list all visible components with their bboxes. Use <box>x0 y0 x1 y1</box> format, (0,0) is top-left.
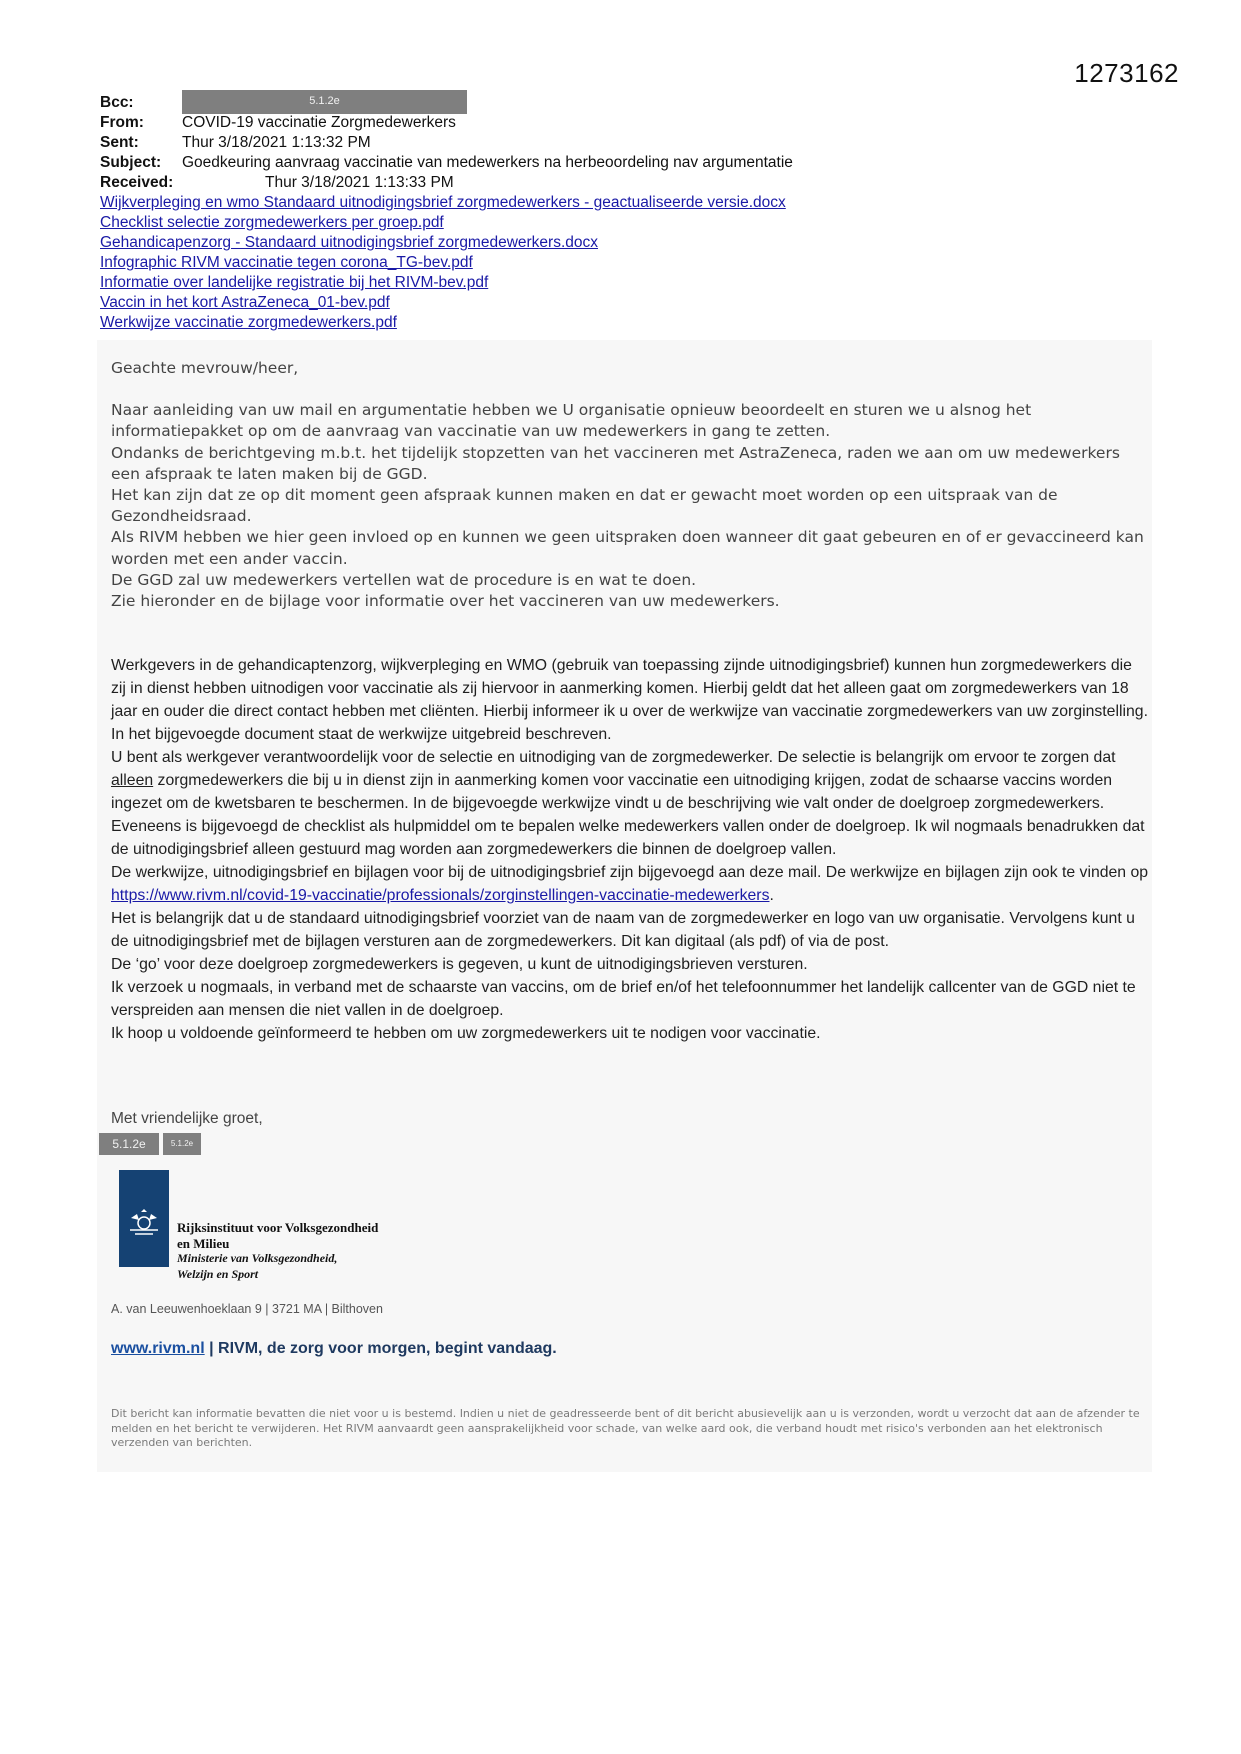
paragraph: De ‘go’ voor deze doelgroep zorgmedewerkers is gegeven, u kunt de uitnodigingsbrieven versturen. <box>111 956 808 973</box>
paragraph: Ik hoop u voldoende geïnformeerd te hebben om uw zorgmedewerkers uit te nodigen voor vaccinatie. <box>111 1025 821 1042</box>
coat-of-arms-icon <box>127 1208 161 1238</box>
received-value: Thur 3/18/2021 1:13:33 PM <box>265 174 454 191</box>
document-number: 1273162 <box>1074 58 1179 88</box>
text-span: . <box>769 887 774 904</box>
subject-value: Goedkeuring aanvraag vaccinatie van medewerkers na herbeoordeling nav argumentatie <box>182 154 793 171</box>
intro-paragraph: Als RIVM hebben we hier geen invloed op en kunnen we geen uitspraken doen wanneer dit gaat gebeuren en of er gevaccineerd kan worden met een ander vaccin. <box>111 528 1144 568</box>
website-slogan <box>111 1340 557 1358</box>
org-line: Rijksinstituut voor Volksgezondheid <box>177 1220 379 1235</box>
email-header <box>100 93 1160 333</box>
text-span: De werkwijze, uitnodigingsbrief en bijlagen voor bij de uitnodigingsbrief zijn bijgevoegd aan deze mail. De werkwijze en bijlagen zijn ook te vinden op <box>111 864 1149 881</box>
signature-redaction: 5.1.2e <box>163 1133 201 1155</box>
underlined-word: alleen <box>111 772 154 789</box>
message-main <box>111 654 1151 1045</box>
received-label: Received: <box>100 174 174 191</box>
sent-label: Sent: <box>100 134 139 151</box>
attachment-link[interactable]: Wijkverpleging en wmo Standaard uitnodigingsbrief zorgmedewerkers - geactualiseerde versie.docx <box>100 194 786 211</box>
subject-label: Subject: <box>100 154 162 171</box>
intro-paragraph: Ondanks de berichtgeving m.b.t. het tijdelijk stopzetten van het vaccineren met AstraZeneca, raden we aan om uw medewerkers een afspraak te laten maken bij de GGD. <box>111 443 1120 483</box>
signature-redaction: 5.1.2e <box>99 1133 159 1155</box>
website-link[interactable]: www.rivm.nl <box>111 1340 205 1357</box>
paragraph: Werkgevers in de gehandicaptenzorg, wijkverpleging en WMO (gebruik van toepassing zijnde uitnodigingsbrief) kunnen hun zorgmedewerkers die zij in dienst hebben uitnodigen voor vaccinatie als zij hiervoor in aanmerking komen. Hierbij geldt dat het alleen gaat om zorgmedewerkers van 18 jaar en ouder die direct contact hebben met cliënten. Hierbij informeer ik u over de werkwijze van vaccinatie zorgmedewerkers van uw zorginstelling. <box>111 657 1148 720</box>
from-label: From: <box>100 114 144 131</box>
closing: Met vriendelijke groet, <box>111 1110 263 1127</box>
attachment-link[interactable]: Infographic RIVM vaccinatie tegen corona_TG-bev.pdf <box>100 254 473 271</box>
received-row <box>100 173 1160 193</box>
paragraph: In het bijgevoegde document staat de werkwijze uitgebreid beschreven. <box>111 726 612 743</box>
subject-row <box>100 153 1160 173</box>
paragraph: Ik verzoek u nogmaals, in verband met de schaarste van vaccins, om de brief en/of het telefoonnummer het landelijk callcenter van de GGD niet te verspreiden aan mensen die niet vallen in de doelgroep. <box>111 979 1136 1019</box>
message-intro <box>111 358 1151 612</box>
paragraph <box>111 746 1151 861</box>
intro-paragraph: Zie hieronder en de bijlage voor informatie over het vaccineren van uw medewerkers. <box>111 592 780 611</box>
ministry-line: Welzijn en Sport <box>177 1266 259 1281</box>
sent-row <box>100 133 1160 153</box>
sent-value: Thur 3/18/2021 1:13:32 PM <box>182 134 371 151</box>
org-line: en Milieu <box>177 1235 230 1251</box>
attachment-link[interactable]: Vaccin in het kort AstraZeneca_01-bev.pdf <box>100 294 390 311</box>
rijksoverheid-logo <box>119 1170 169 1267</box>
bcc-redaction: 5.1.2e <box>182 90 467 114</box>
paragraph <box>111 861 1151 907</box>
bcc-row <box>100 93 1160 113</box>
greeting: Geachte mevrouw/heer, <box>111 359 299 377</box>
attachment-link[interactable]: Werkwijze vaccinatie zorgmedewerkers.pdf <box>100 314 397 331</box>
from-value: COVID-19 vaccinatie Zorgmedewerkers <box>182 114 456 131</box>
text-span: zorgmedewerkers die bij u in dienst zijn in aanmerking komen voor vaccinatie een uitnodiging krijgen, zodat de schaarse vaccins worden ingezet om de kwetsbaren te beschermen. In de bijgevoegde werkwijze vindt u de beschrijving wie valt onder de doelgroep zorgmedewerkers. Eveneens is bijgevoegd de checklist als hulpmiddel om te bepalen welke medewerkers vallen onder de doelgroep. Ik wil nogmaals benadrukken dat de uitnodigingsbrief alleen gestuurd mag worden aan zorgmedewerkers die binnen de doelgroep vallen. <box>111 772 1145 858</box>
attachment-link[interactable]: Checklist selectie zorgmedewerkers per groep.pdf <box>100 214 444 231</box>
rivm-link[interactable]: https://www.rivm.nl/covid-19-vaccinatie/professionals/zorginstellingen-vaccinatie-medewerkers <box>111 887 770 904</box>
bcc-label: Bcc: <box>100 94 134 111</box>
attachment-link[interactable]: Gehandicapenzorg - Standaard uitnodigingsbrief zorgmedewerkers.docx <box>100 234 599 251</box>
disclaimer: Dit bericht kan informatie bevatten die niet voor u is bestemd. Indien u niet de geadresseerde bent of dit bericht abusievelijk aan u is verzonden, wordt u verzocht dat aan de afzender te melden en het bericht te verwijderen. Het RIVM aanvaardt geen aansprakelijkheid voor schade, van welke aard ook, die verband houdt met risico's verbonden aan het elektronisch verzenden van berichten. <box>111 1407 1140 1449</box>
address: A. van Leeuwenhoeklaan 9 | 3721 MA | Bilthoven <box>111 1302 383 1316</box>
organisation-name <box>177 1220 378 1282</box>
from-row <box>100 113 1160 133</box>
intro-paragraph: Het kan zijn dat ze op dit moment geen afspraak kunnen maken en dat er gewacht moet worden op een uitspraak van de Gezondheidsraad. <box>111 486 1058 526</box>
intro-paragraph: Naar aanleiding van uw mail en argumentatie hebben we U organisatie opnieuw beoordeelt en sturen we u alsnog het informatiepakket op om de aanvraag van vaccinatie van uw medewerkers in gang te zetten. <box>111 401 1032 441</box>
signature-redactions <box>99 1133 201 1155</box>
intro-paragraph: De GGD zal uw medewerkers vertellen wat de procedure is en wat te doen. <box>111 570 697 589</box>
attachment-link[interactable]: Informatie over landelijke registratie bij het RIVM-bev.pdf <box>100 274 489 291</box>
ministry-line: Ministerie van Volksgezondheid, <box>177 1251 338 1265</box>
text-span: U bent als werkgever verantwoordelijk voor de selectie en uitnodiging van de zorgmedewerker. De selectie is belangrijk om ervoor te zorgen dat <box>111 749 1116 766</box>
paragraph: Het is belangrijk dat u de standaard uitnodigingsbrief voorziet van de naam van de zorgmedewerker en logo van uw organisatie. Vervolgens kunt u de uitnodigingsbrief met de bijlagen versturen aan de zorgmedewerkers. Dit kan digitaal (als pdf) of via de post. <box>111 910 1135 950</box>
slogan: | RIVM, de zorg voor morgen, begint vandaag. <box>204 1340 557 1357</box>
attachment-list <box>100 193 1160 333</box>
